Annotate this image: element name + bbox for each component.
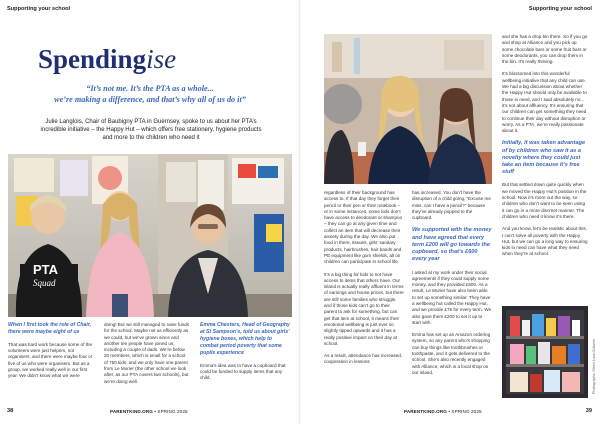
left-column-3 <box>200 322 290 387</box>
group-photo-illustration <box>8 154 292 317</box>
right-page <box>300 0 600 424</box>
title-main: Spending <box>38 44 147 74</box>
right-column-3-p3: But that settled down quite quickly when we moved the Happy Hut’s position in the school. Now it’s more out the way, so children who don’t want to be seen using it can go in a more discreet manner. The children who need it know it’s there. <box>502 182 587 219</box>
section-label-right: Supporting your school <box>528 6 592 12</box>
right-column-1 <box>324 190 404 372</box>
students-photo <box>324 34 492 184</box>
right-column-3 <box>502 34 588 264</box>
page-number-right: 39 <box>585 408 592 414</box>
tshirt-print: PTA <box>33 262 59 277</box>
right-column-3-p4: And you know, let’s be realistic about this. I can’t solve all poverty with the Happy Hut, but we can go a long way to ensuring kids in need can have what they need when they’re at school. <box>502 226 588 257</box>
right-column-1-p1: regardless of their background has access to. If that day they forget their pencil or their pen or their notebook – or in some instances, some kids don’t have access to deodorant or shampoo – they can go at any given time and collect an item that will decrease their anxiety during the day. We also put food in there, tissues, girls’ sanitary products, hairbrushes, hair bands and PE equipment like gum shields, all on children can participate in school life. <box>324 190 403 265</box>
article-intro: Julie Langlois, Chair of Baubigny PTA in Guernsey, spoke to us about her PTA’s incredible initiative – the Happy Hut – which offers free stationery, hygiene products and more to the children who need it <box>40 119 262 142</box>
right-column-2-p3: Emma has set up an Amazon ordering system, so any parent who’s shopping can buy things like toothbrushes or toothpaste, and it gets delivered to the school. She’s also recently engaged with Alliance, which is a local shop on our island, <box>412 332 491 375</box>
photo-caption: Emma Chesters, Head of Geography at St Sampson’s, told us about girls’ hygiene boxes, which help to combat period poverty that some pupils experience <box>200 322 290 356</box>
right-column-2-p2: I asked at my work under their social agreements if they could supply some money, and they provided £500. As a result, Le Murier have also been able to set up something similar. They have a wellbeing hut called the Happy Hut, and we provide £75 for every term. We also gave them £200 to set it up to start with. <box>412 269 492 325</box>
left-column-2-body: doing! But we still managed to raise funds for the school. Maybe not as efficiently as we could, but we’ve grown since and another ten people have joined us, including a couple of dads. We’re below 20 members, which is small for a school of 750 kids, and we only have one parent from Le Murier (the other school we look after, as our PTA covers two schools), but we’re doing well. <box>104 322 190 384</box>
group-photo <box>8 154 292 317</box>
right-folio-separator: • <box>448 409 451 414</box>
left-folio-site: PARENTKIND.ORG <box>110 409 153 414</box>
shelves-photo-illustration <box>502 306 588 398</box>
svg-text:Squad: Squad <box>33 278 56 288</box>
right-column-1-p2: It’s a big thing for kids to not have access to items that others have. Our island is actually really affluent in terms of earnings and house prices, but there are still some families who struggle, and if those kids can’t go to their parent to ask for something, but can get that item at school, it means their emotional wellbeing is just ever so slightly tipped upwards and it has a really positive impact on their day at school. <box>324 271 404 346</box>
title-suffix: ise <box>146 44 177 74</box>
right-footer <box>308 408 592 418</box>
left-column-3-body: Emma’s idea was to have a cupboard that could be funded to supply items that any child, <box>200 362 286 381</box>
right-folio-line <box>404 409 482 414</box>
left-footer <box>7 408 293 418</box>
article-title <box>38 46 176 73</box>
right-column-3-p1: and she has a drop bin there. So if you go and shop at Alliance and you pick up some chocolate bars or some fruit bars or some deodorants, you can drop them in the bin. It’s really thriving. <box>502 34 588 65</box>
deck-line-1: “It’s not me. It’s the PTA as a whole... <box>86 84 214 93</box>
photo-credit: Photographs: Glenn Lock Golberle <box>592 338 596 394</box>
right-column-2 <box>412 190 492 382</box>
article-deck <box>24 83 276 105</box>
left-folio-line <box>110 409 188 414</box>
right-column-2-p1: has increased. You don’t have the disruption of a child going, “Excuse me miss, can I have a pencil?” because they’ve already popped to the cupboard. <box>412 190 491 221</box>
left-folio-issue: SPRING 2025 <box>157 409 188 414</box>
right-pull-quote-money: We supported with the money and have agreed that every term £200 will go towards the cupboard, so that’s £600 every year <box>412 227 492 263</box>
deck-line-2: we’re making a difference, and that’s why all of us do it” <box>54 95 246 104</box>
right-column-3-p2: It’s blossomed into this wonderful wellbeing initiative that any child can use. We had a big discussion about whether the Happy Hut should only be available to those in need, and I said absolutely no... it’s not about affluency. It’s ensuring that our children can get something they need to continue their day without disruption or worry. As a PTA, we’re really passionate about it. <box>502 71 587 134</box>
right-column-1-p3: As a result, attendance has increased, cooperation in lessons <box>324 353 403 365</box>
right-folio-site: PARENTKIND.ORG <box>404 409 447 414</box>
right-folio-issue: SPRING 2025 <box>451 409 482 414</box>
left-column-2 <box>104 322 190 391</box>
right-pull-quote-novelty: Initially, it was taken advantage of by children who saw it as a novelty where they could just take an item because it’s free stuff <box>502 140 586 176</box>
left-column-1 <box>8 322 94 386</box>
left-folio-separator: • <box>154 409 157 414</box>
page-number-left: 38 <box>7 408 14 414</box>
left-pull-quote: When I first took the role of Chair, there were maybe eight of us <box>8 322 92 335</box>
section-label: Supporting your school <box>7 6 71 12</box>
left-column-1-body: That was hard work because some of the volunteers were just helpers, not organisers, and there were maybe four or five of us who were organisers. But as a group, we worked really well in our first year. We didn’t know what we were <box>8 341 93 379</box>
students-photo-illustration <box>324 34 492 184</box>
shelves-photo <box>502 306 588 398</box>
